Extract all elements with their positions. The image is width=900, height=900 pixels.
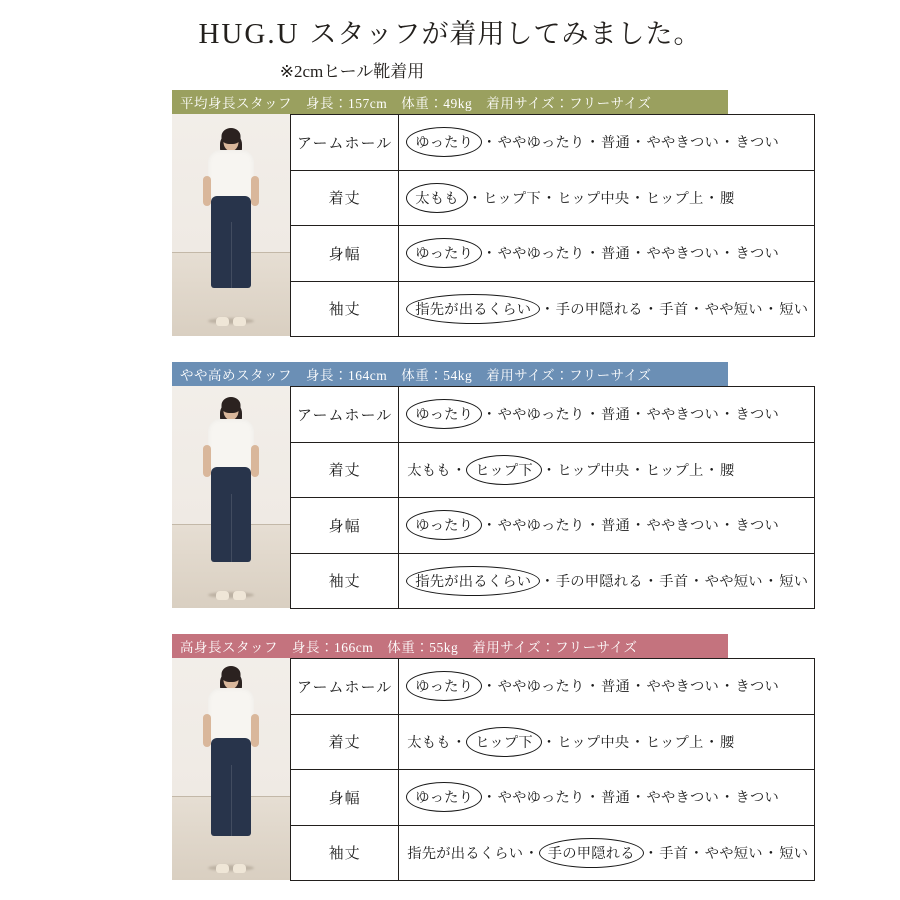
option-separator: ・ [704, 190, 719, 207]
option-separator: ・ [719, 135, 735, 152]
criterion-options [399, 115, 815, 171]
option[interactable]: ややきつい [646, 407, 719, 424]
option[interactable]: ややゆったり [497, 790, 585, 807]
option-selected[interactable]: 手の甲隠れる [541, 840, 642, 866]
band-weight-label: 体重：55kg [387, 640, 459, 655]
option[interactable]: 太もも [407, 734, 451, 751]
model-top [208, 419, 254, 471]
criterion-options [399, 714, 815, 770]
option[interactable]: きつい [735, 790, 779, 807]
staff-block-2 [172, 362, 809, 608]
option[interactable]: 手首 [659, 845, 689, 862]
option-separator: ・ [719, 518, 735, 535]
model-shoe-right [233, 864, 246, 873]
staff-body-row [172, 386, 809, 608]
option[interactable]: ややゆったり [497, 246, 585, 263]
criterion-options [399, 498, 815, 554]
table-row [291, 226, 815, 282]
photo-shadow [208, 318, 254, 324]
criterion-options [399, 226, 815, 282]
option[interactable]: 短い [779, 845, 809, 862]
option-separator: ・ [704, 462, 719, 479]
band-height-label: 身長：157cm [306, 96, 388, 111]
option-separator: ・ [704, 734, 719, 751]
option-separator: ・ [630, 790, 646, 807]
option[interactable]: 指先が出るくらい [407, 845, 524, 862]
model-hair [222, 666, 241, 682]
option-separator: ・ [630, 246, 646, 263]
staff-body-row [172, 114, 809, 336]
model-arm-right [251, 176, 259, 206]
option-selected[interactable]: ヒップ下 [468, 729, 540, 755]
table-row [291, 442, 815, 498]
criterion-label: 袖丈 [291, 825, 399, 881]
model-shoe-left [216, 864, 229, 873]
option-separator: ・ [482, 790, 497, 807]
table-row [291, 825, 815, 881]
option-separator: ・ [719, 679, 735, 696]
option-separator: ・ [719, 790, 735, 807]
staff-block-3 [172, 634, 809, 880]
option[interactable]: 普通 [600, 407, 630, 424]
option[interactable]: 短い [779, 301, 809, 318]
criterion-options [399, 659, 815, 715]
model-pants [211, 467, 251, 562]
fit-table [290, 386, 815, 609]
option-separator: ・ [689, 573, 704, 590]
option[interactable]: やや短い [704, 301, 763, 318]
option-separator: ・ [451, 734, 467, 751]
option-separator: ・ [541, 734, 557, 751]
option-separator: ・ [643, 845, 659, 862]
option[interactable]: 普通 [600, 135, 630, 152]
option-selected[interactable]: ゆったり [408, 401, 480, 427]
criterion-options [399, 442, 815, 498]
option[interactable]: ヒップ下 [483, 190, 541, 207]
criterion-label: アームホール [291, 659, 399, 715]
option-separator: ・ [482, 246, 497, 263]
staff-band [172, 90, 728, 114]
option-separator: ・ [524, 845, 539, 862]
criterion-options [399, 825, 815, 881]
option-separator: ・ [482, 135, 497, 152]
model-arm-left [203, 176, 211, 206]
option-separator: ・ [585, 135, 600, 152]
table-row [291, 714, 815, 770]
staff-block-1 [172, 90, 809, 336]
photo-shadow [208, 865, 254, 871]
option-selected[interactable]: ゆったり [408, 129, 480, 155]
band-size-label: 着用サイズ：フリーサイズ [486, 96, 652, 111]
criterion-label: 着丈 [291, 170, 399, 226]
option-separator: ・ [630, 190, 645, 207]
option-separator: ・ [630, 462, 645, 479]
option-separator: ・ [643, 301, 659, 318]
table-row [291, 498, 815, 554]
criterion-label: アームホール [291, 115, 399, 171]
band-size-label: 着用サイズ：フリーサイズ [472, 640, 638, 655]
band-staff-label: やや高めスタッフ [180, 368, 292, 383]
model-arm-right [251, 445, 259, 477]
criterion-label: 身幅 [291, 770, 399, 826]
fit-table [290, 658, 815, 881]
option[interactable]: ややきつい [646, 790, 719, 807]
option-selected[interactable]: 指先が出るくらい [408, 296, 538, 322]
band-size-label: 着用サイズ：フリーサイズ [486, 368, 652, 383]
option[interactable]: 腰 [719, 734, 735, 751]
option-separator: ・ [630, 679, 646, 696]
staff-photo [172, 386, 290, 608]
band-staff-label: 平均身長スタッフ [180, 96, 292, 111]
criterion-label: 身幅 [291, 226, 399, 282]
option[interactable]: きつい [735, 246, 779, 263]
option[interactable]: ヒップ上 [645, 462, 704, 479]
option[interactable]: 手の甲隠れる [555, 301, 643, 318]
option-separator: ・ [719, 246, 735, 263]
option-selected[interactable]: ゆったり [408, 784, 480, 810]
option[interactable]: 短い [779, 573, 809, 590]
option-selected[interactable]: ヒップ下 [468, 457, 540, 483]
band-weight-label: 体重：49kg [401, 96, 473, 111]
band-height-label: 身長：166cm [292, 640, 374, 655]
option[interactable]: ヒップ上 [645, 734, 704, 751]
option-selected[interactable]: 指先が出るくらい [408, 568, 538, 594]
option[interactable]: ややゆったり [497, 679, 585, 696]
option[interactable]: ヒップ上 [645, 190, 704, 207]
option[interactable]: 手の甲隠れる [555, 573, 643, 590]
option-separator: ・ [763, 845, 779, 862]
heel-note: ※2cmヒール靴着用 [279, 62, 425, 81]
option[interactable]: ややきつい [646, 246, 719, 263]
option[interactable]: 腰 [719, 462, 735, 479]
option[interactable]: 普通 [600, 790, 630, 807]
criterion-options [399, 281, 815, 337]
option-selected[interactable]: ゆったり [408, 240, 480, 266]
criterion-options [399, 553, 815, 609]
option-separator: ・ [585, 407, 600, 424]
staff-photo [172, 658, 290, 880]
table-row [291, 659, 815, 715]
page-title: スタッフが着用してみました。 [309, 19, 702, 49]
option[interactable]: ややきつい [646, 518, 719, 535]
table-row [291, 170, 815, 226]
option[interactable]: 腰 [719, 190, 735, 207]
table-row [291, 115, 815, 171]
option[interactable]: きつい [735, 679, 779, 696]
page-header [0, 0, 900, 82]
option-separator: ・ [540, 301, 555, 318]
option-separator: ・ [689, 845, 704, 862]
option[interactable]: ややゆったり [497, 135, 585, 152]
model-arm-left [203, 714, 211, 747]
table-row [291, 770, 815, 826]
option-separator: ・ [630, 407, 646, 424]
table-row [291, 387, 815, 443]
option[interactable]: ヒップ中央 [557, 462, 630, 479]
option-separator: ・ [630, 518, 646, 535]
model-hair [222, 128, 241, 144]
model-arm-left [203, 445, 211, 477]
option[interactable]: ややきつい [646, 135, 719, 152]
option-separator: ・ [630, 135, 646, 152]
table-row [291, 281, 815, 337]
criterion-label: アームホール [291, 387, 399, 443]
model-shoe-left [216, 591, 229, 600]
option-selected[interactable]: ゆったり [408, 673, 480, 699]
criterion-options [399, 387, 815, 443]
criterion-label: 着丈 [291, 714, 399, 770]
band-weight-label: 体重：54kg [401, 368, 473, 383]
staff-band [172, 634, 728, 658]
option[interactable]: ヒップ中央 [557, 734, 630, 751]
option[interactable]: きつい [735, 518, 779, 535]
table-row [291, 553, 815, 609]
model-shoe-right [233, 317, 246, 326]
option-separator: ・ [482, 407, 497, 424]
model-hair [222, 397, 241, 413]
option-selected[interactable]: ゆったり [408, 512, 480, 538]
option-separator: ・ [482, 518, 497, 535]
option-separator: ・ [585, 790, 600, 807]
staff-band [172, 362, 728, 386]
option[interactable]: きつい [735, 407, 779, 424]
model-top [208, 150, 254, 200]
option-separator: ・ [763, 573, 779, 590]
model-shoe-left [216, 317, 229, 326]
option-separator: ・ [689, 301, 704, 318]
option-separator: ・ [630, 734, 645, 751]
option[interactable]: 手首 [659, 573, 689, 590]
option[interactable]: ヒップ中央 [557, 190, 630, 207]
criterion-label: 身幅 [291, 498, 399, 554]
band-staff-label: 高身長スタッフ [180, 640, 278, 655]
criterion-label: 着丈 [291, 442, 399, 498]
option[interactable]: ややゆったり [497, 407, 585, 424]
model-shoe-right [233, 591, 246, 600]
option-separator: ・ [467, 190, 483, 207]
option[interactable]: 太もも [407, 462, 451, 479]
criterion-label: 袖丈 [291, 553, 399, 609]
model-pants [211, 196, 251, 288]
option-separator: ・ [643, 573, 659, 590]
option-separator: ・ [541, 462, 557, 479]
option[interactable]: 手首 [659, 301, 689, 318]
model-arm-right [251, 714, 259, 747]
option[interactable]: やや短い [704, 573, 763, 590]
photo-shadow [208, 592, 254, 598]
fit-table [290, 114, 815, 337]
option-separator: ・ [451, 462, 467, 479]
option[interactable]: 普通 [600, 518, 630, 535]
option-separator: ・ [763, 301, 779, 318]
option-separator: ・ [540, 573, 555, 590]
band-height-label: 身長：164cm [306, 368, 388, 383]
brand-logo: HUG.U [198, 18, 300, 50]
model-top [208, 688, 254, 742]
option-separator: ・ [482, 679, 497, 696]
option-separator: ・ [585, 679, 600, 696]
option[interactable]: 普通 [600, 246, 630, 263]
staff-body-row [172, 658, 809, 880]
option[interactable]: 普通 [600, 679, 630, 696]
title-line [0, 12, 900, 51]
criterion-options [399, 770, 815, 826]
option[interactable]: ややゆったり [497, 518, 585, 535]
option[interactable]: ややきつい [646, 679, 719, 696]
criterion-label: 袖丈 [291, 281, 399, 337]
staff-photo [172, 114, 290, 336]
option-separator: ・ [585, 518, 600, 535]
option-selected[interactable]: 太もも [408, 185, 466, 211]
criterion-options [399, 170, 815, 226]
option[interactable]: やや短い [704, 845, 763, 862]
option-separator: ・ [719, 407, 735, 424]
model-pants [211, 738, 251, 836]
option[interactable]: きつい [735, 135, 779, 152]
option-separator: ・ [541, 190, 557, 207]
option-separator: ・ [585, 246, 600, 263]
